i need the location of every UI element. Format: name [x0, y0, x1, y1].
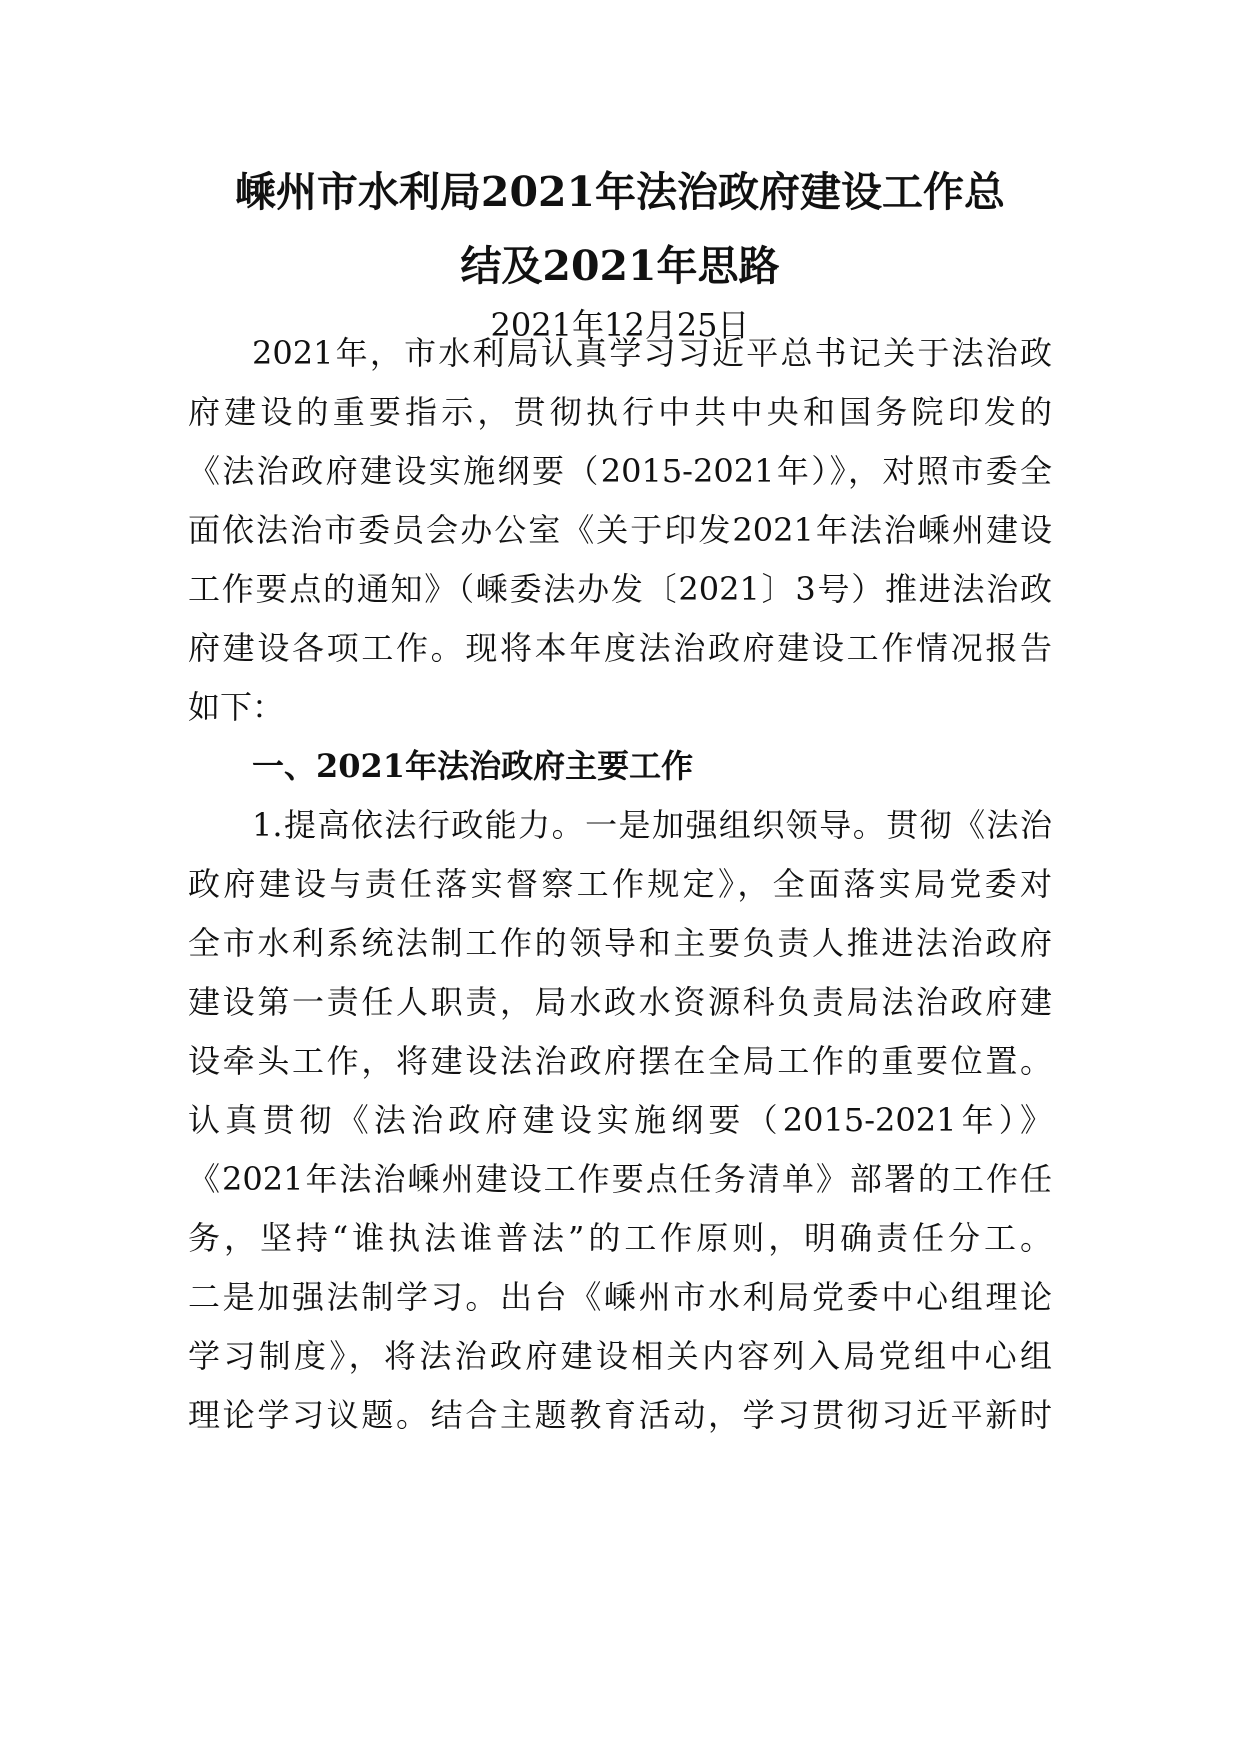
paragraph-1-line: 《法治政府建设实施纲要（2015-2021年）》，对照市委全	[188, 452, 1052, 490]
paragraph-1-line: 如下：	[188, 688, 285, 726]
section-heading: 一、2021年法治政府主要工作	[252, 747, 694, 785]
paragraph-2-line: 务，坚持“谁执法谁普法”的工作原则，明确责任分工。	[188, 1219, 1052, 1257]
paragraph-2-line: 1.提高依法行政能力。一是加强组织领导。贯彻《法治	[252, 806, 1052, 844]
paragraph-1-line: 府建设各项工作。现将本年度法治政府建设工作情况报告	[188, 629, 1052, 667]
paragraph-2-line: 建设第一责任人职责，局水政水资源科负责局法治政府建	[188, 983, 1052, 1021]
paragraph-2-line: 认真贯彻《法治政府建设实施纲要（2015-2021年）》	[188, 1101, 1052, 1139]
paragraph-2-line: 设牵头工作，将建设法治政府摆在全局工作的重要位置。	[188, 1042, 1052, 1080]
paragraph-2-line: 全市水利系统法制工作的领导和主要负责人推进法治政府	[188, 924, 1052, 962]
paragraph-2-line: 政府建设与责任落实督察工作规定》，全面落实局党委对	[188, 865, 1052, 903]
paragraph-1-line: 府建设的重要指示，贯彻执行中共中央和国务院印发的	[188, 393, 1052, 431]
paragraph-1-line: 工作要点的通知》（嵊委法办发〔2021〕3号）推进法治政	[188, 570, 1052, 608]
document-title-line-1: 嵊州市水利局2021年法治政府建设工作总	[234, 168, 1006, 216]
paragraph-2-line: 《2021年法治嵊州建设工作要点任务清单》部署的工作任	[188, 1160, 1052, 1198]
paragraph-2-line: 二是加强法制学习。出台《嵊州市水利局党委中心组理论	[188, 1278, 1052, 1316]
document-date: 2021年12月25日	[490, 306, 750, 344]
document-title-line-2: 结及2021年思路	[460, 242, 780, 290]
paragraph-2-line: 理论学习议题。结合主题教育活动，学习贯彻习近平新时	[188, 1396, 1052, 1434]
paragraph-1-line: 2021年，市水利局认真学习习近平总书记关于法治政	[252, 334, 1052, 372]
paragraph-1-line: 面依法治市委员会办公室《关于印发2021年法治嵊州建设	[188, 511, 1052, 549]
paragraph-2-line: 学习制度》，将法治政府建设相关内容列入局党组中心组	[188, 1337, 1052, 1375]
